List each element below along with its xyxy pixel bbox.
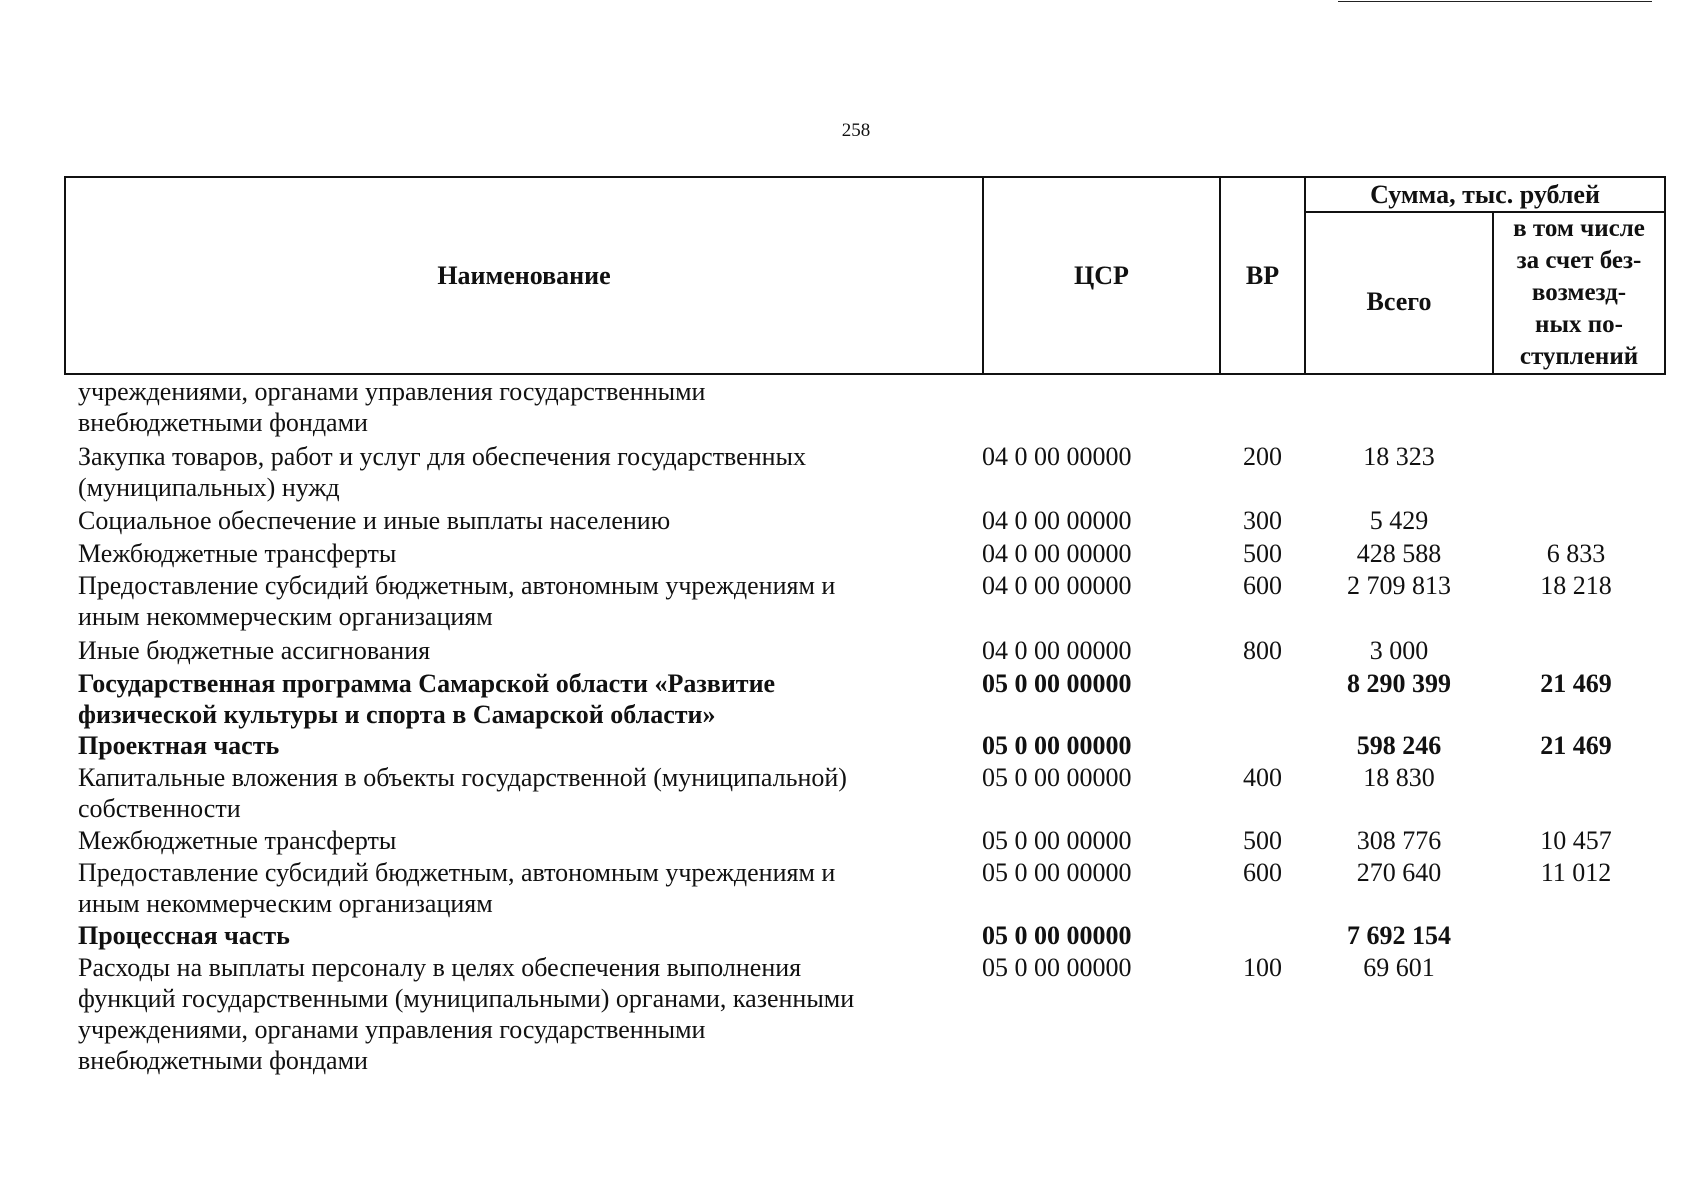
- cell-name: [78, 441, 968, 503]
- cell-total: 18 323: [1363, 442, 1435, 471]
- cell-name: [78, 635, 968, 666]
- cell-name-line: Капитальные вложения в объекты государственной (муниципальной): [78, 763, 847, 792]
- cell-including: 6 833: [1546, 539, 1606, 568]
- cell-name-line: Предоставление субсидий бюджетным, автономным учреждениям и: [78, 858, 836, 887]
- cell-name-line: функций государственными (муниципальными) органами, казенными: [78, 984, 855, 1013]
- cell-including: 21 469: [1540, 731, 1612, 760]
- cell-name-line: внебюджетными фондами: [78, 408, 368, 437]
- header-including-line: ных по-: [1535, 311, 1623, 338]
- cell-total: 18 830: [1363, 763, 1435, 792]
- cell-total: 7 692 154: [1347, 921, 1451, 950]
- cell-csr: 04 0 00 00000: [982, 506, 1132, 535]
- cell-name: [78, 505, 968, 536]
- cell-csr: 05 0 00 00000: [982, 921, 1132, 950]
- header-total: Всего: [1305, 212, 1493, 374]
- cell-including: 21 469: [1540, 669, 1612, 698]
- table-row: [0, 635, 1705, 666]
- cell-vr: 200: [1243, 442, 1282, 471]
- cell-name-line: Межбюджетные трансферты: [78, 539, 397, 568]
- table-row: [0, 668, 1705, 730]
- cell-total: 69 601: [1363, 953, 1435, 982]
- header-name: Наименование: [65, 177, 983, 374]
- cell-vr: 300: [1243, 506, 1282, 535]
- cell-csr: 04 0 00 00000: [982, 442, 1132, 471]
- cell-csr: 05 0 00 00000: [982, 669, 1132, 698]
- cell-csr: 05 0 00 00000: [982, 763, 1132, 792]
- cell-name-line: Межбюджетные трансферты: [78, 826, 397, 855]
- cell-csr: 05 0 00 00000: [982, 731, 1132, 760]
- header-including-line: возмезд-: [1531, 279, 1627, 306]
- cell-total: 270 640: [1356, 858, 1442, 887]
- cell-name: [78, 376, 968, 438]
- cell-csr: 05 0 00 00000: [982, 953, 1132, 982]
- cell-including: 10 457: [1540, 826, 1612, 855]
- cell-total: 598 246: [1356, 731, 1442, 760]
- header-csr: ЦСР: [983, 177, 1220, 374]
- cell-name: [78, 857, 968, 919]
- cell-name: [78, 538, 968, 569]
- page-number: 258: [841, 120, 871, 141]
- cell-total: 428 588: [1356, 539, 1442, 568]
- cell-csr: 04 0 00 00000: [982, 571, 1132, 600]
- cell-vr: 100: [1243, 953, 1282, 982]
- table-row: [0, 441, 1705, 503]
- table-row: [0, 952, 1705, 1076]
- cell-vr: 400: [1243, 763, 1282, 792]
- cell-name-line: (муниципальных) нужд: [78, 473, 340, 502]
- cell-vr: 500: [1243, 539, 1282, 568]
- table-row: [0, 505, 1705, 536]
- table-row: [0, 730, 1705, 761]
- table-row: [0, 762, 1705, 824]
- cell-name-line: внебюджетными фондами: [78, 1046, 368, 1075]
- cell-name: [78, 952, 968, 1076]
- table-row: [0, 920, 1705, 951]
- cell-name-line: Государственная программа Самарской области «Развитие: [78, 669, 776, 698]
- cell-including: 18 218: [1540, 571, 1612, 600]
- cell-name-line: собственности: [78, 794, 241, 823]
- cell-including: 11 012: [1540, 858, 1612, 887]
- cell-total: 5 429: [1369, 506, 1429, 535]
- cell-name-line: иным некоммерческим организациям: [78, 889, 493, 918]
- cell-name-line: учреждениями, органами управления государственными: [78, 377, 706, 406]
- cell-name-line: иным некоммерческим организациям: [78, 602, 493, 631]
- cell-name-line: физической культуры и спорта в Самарской области»: [78, 700, 716, 729]
- cell-csr: 04 0 00 00000: [982, 636, 1132, 665]
- cell-total: 8 290 399: [1347, 669, 1451, 698]
- cell-vr: 600: [1243, 858, 1282, 887]
- cell-name: [78, 920, 968, 951]
- cell-vr: 800: [1243, 636, 1282, 665]
- table-row: [0, 570, 1705, 632]
- cell-total: 2 709 813: [1347, 571, 1451, 600]
- header-including-line: за счет без-: [1516, 247, 1642, 274]
- cell-name-line: учреждениями, органами управления государственными: [78, 1015, 706, 1044]
- cell-vr: 500: [1243, 826, 1282, 855]
- table-row: [0, 538, 1705, 569]
- cell-name-line: Расходы на выплаты персоналу в целях обеспечения выполнения: [78, 953, 802, 982]
- cell-csr: 04 0 00 00000: [982, 539, 1132, 568]
- cell-name-line: Иные бюджетные ассигнования: [78, 636, 431, 665]
- cell-csr: 05 0 00 00000: [982, 826, 1132, 855]
- cell-total: 308 776: [1356, 826, 1442, 855]
- cell-name: [78, 730, 968, 761]
- header-vr: ВР: [1220, 177, 1305, 374]
- cell-name-line: Предоставление субсидий бюджетным, автономным учреждениям и: [78, 571, 836, 600]
- table-row: [0, 857, 1705, 919]
- cell-name: [78, 762, 968, 824]
- header-sum: Сумма, тыс. рублей: [1305, 177, 1665, 212]
- cell-vr: 600: [1243, 571, 1282, 600]
- header-including-line: ступлений: [1519, 343, 1639, 370]
- cell-name: [78, 825, 968, 856]
- cell-name-line: Проектная часть: [78, 731, 280, 760]
- table-row: [0, 376, 1705, 438]
- cell-name: [78, 570, 968, 632]
- table-row: [0, 825, 1705, 856]
- cell-csr: 05 0 00 00000: [982, 858, 1132, 887]
- cell-name-line: Процессная часть: [78, 921, 290, 950]
- cell-name-line: Закупка товаров, работ и услуг для обеспечения государственных: [78, 442, 807, 471]
- cell-total: 3 000: [1369, 636, 1429, 665]
- cell-name-line: Социальное обеспечение и иные выплаты населению: [78, 506, 671, 535]
- header-including-line: в том числе: [1513, 215, 1645, 242]
- cell-name: [78, 668, 968, 730]
